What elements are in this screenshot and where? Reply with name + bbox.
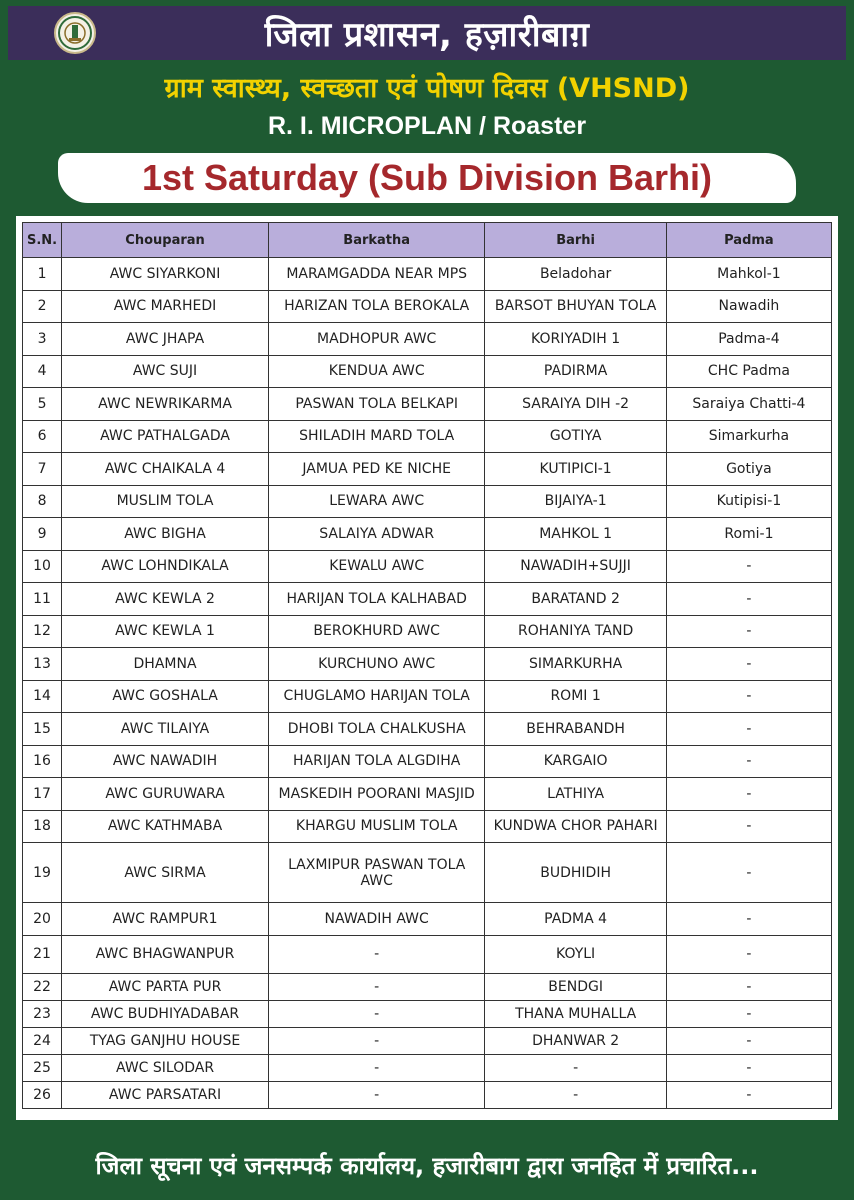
table-cell: Saraiya Chatti-4 [666, 388, 831, 421]
table-row [23, 323, 832, 356]
table-cell: - [666, 1081, 831, 1108]
table-cell: 25 [23, 1054, 62, 1081]
table-cell: AWC BIGHA [62, 518, 269, 551]
table-cell: DHANWAR 2 [485, 1027, 666, 1054]
table-row [23, 583, 832, 616]
table-cell: Kutipisi-1 [666, 485, 831, 518]
table-cell: - [666, 648, 831, 681]
table-cell: AWC CHAIKALA 4 [62, 453, 269, 486]
table-cell: 22 [23, 973, 62, 1000]
table-cell: AWC NAWADIH [62, 745, 269, 778]
table-cell: CHUGLAMO HARIJAN TOLA [268, 680, 484, 713]
table-cell: NAWADIH AWC [268, 903, 484, 936]
table-cell: HARIJAN TOLA ALGDIHA [268, 745, 484, 778]
table-cell: - [268, 973, 484, 1000]
subtitle-hindi: ग्राम स्वास्थ्य, स्वच्छता एवं पोषण दिवस (VHSND) [164, 73, 690, 104]
table-row [23, 745, 832, 778]
table-cell: 10 [23, 550, 62, 583]
table-cell: HARIJAN TOLA KALHABAD [268, 583, 484, 616]
table-cell: 12 [23, 615, 62, 648]
table-cell: LATHIYA [485, 778, 666, 811]
header-barhi: Barhi [485, 223, 666, 258]
table-cell: - [666, 1027, 831, 1054]
table-cell: ROHANIYA TAND [485, 615, 666, 648]
header-chouparan: Chouparan [62, 223, 269, 258]
table-row [23, 1027, 832, 1054]
table-cell: KOYLI [485, 935, 666, 973]
table-cell: AWC SILODAR [62, 1054, 269, 1081]
title-bar [8, 6, 846, 60]
table-cell: 2 [23, 290, 62, 323]
table-cell: - [666, 680, 831, 713]
table-cell: SHILADIH MARD TOLA [268, 420, 484, 453]
table-cell: - [666, 843, 831, 903]
microplan-table-container [16, 216, 838, 1120]
table-row [23, 648, 832, 681]
table-cell: AWC GURUWARA [62, 778, 269, 811]
table-row [23, 810, 832, 843]
table-cell: 21 [23, 935, 62, 973]
table-cell: - [666, 745, 831, 778]
table-cell: - [666, 903, 831, 936]
table-row [23, 903, 832, 936]
table-cell: MUSLIM TOLA [62, 485, 269, 518]
table-cell: KENDUA AWC [268, 355, 484, 388]
table-row [23, 1054, 832, 1081]
table-cell: 16 [23, 745, 62, 778]
table-cell: 24 [23, 1027, 62, 1054]
table-cell: 5 [23, 388, 62, 421]
table-cell: 23 [23, 1000, 62, 1027]
table-cell: AWC PARSATARI [62, 1081, 269, 1108]
table-cell: KUNDWA CHOR PAHARI [485, 810, 666, 843]
table-cell: DHOBI TOLA CHALKUSHA [268, 713, 484, 746]
table-cell: KURCHUNO AWC [268, 648, 484, 681]
table-cell: AWC GOSHALA [62, 680, 269, 713]
table-cell: AWC JHAPA [62, 323, 269, 356]
table-cell: AWC SUJI [62, 355, 269, 388]
table-cell: Mahkol-1 [666, 258, 831, 291]
table-cell: AWC KATHMABA [62, 810, 269, 843]
header-padma: Padma [666, 223, 831, 258]
table-cell: LAXMIPUR PASWAN TOLA AWC [268, 843, 484, 903]
table-cell: KORIYADIH 1 [485, 323, 666, 356]
table-cell: ROMI 1 [485, 680, 666, 713]
table-cell: AWC RAMPUR1 [62, 903, 269, 936]
table-cell: 4 [23, 355, 62, 388]
table-cell: MAHKOL 1 [485, 518, 666, 551]
table-row [23, 258, 832, 291]
table-cell: - [268, 1027, 484, 1054]
table-cell: AWC BHAGWANPUR [62, 935, 269, 973]
table-cell: Gotiya [666, 453, 831, 486]
schedule-banner [58, 153, 796, 203]
table-row [23, 843, 832, 903]
page-title: जिला प्रशासन, हज़ारीबाग़ [264, 15, 590, 55]
table-cell: - [666, 550, 831, 583]
table-cell: MADHOPUR AWC [268, 323, 484, 356]
table-cell: - [666, 778, 831, 811]
table-cell: KUTIPICI-1 [485, 453, 666, 486]
banner-text: 1st Saturday (Sub Division Barhi) [141, 157, 713, 198]
table-cell: Romi-1 [666, 518, 831, 551]
table-row [23, 778, 832, 811]
header-sn: S.N. [23, 223, 62, 258]
table-cell: AWC SIYARKONI [62, 258, 269, 291]
footer [0, 1130, 854, 1200]
table-row [23, 615, 832, 648]
table-row [23, 1000, 832, 1027]
table-row [23, 290, 832, 323]
table-cell: - [666, 713, 831, 746]
table-cell: - [268, 1054, 484, 1081]
table-cell: 11 [23, 583, 62, 616]
table-cell: AWC LOHNDIKALA [62, 550, 269, 583]
table-cell: 19 [23, 843, 62, 903]
table-cell: AWC PARTA PUR [62, 973, 269, 1000]
table-header-row [23, 223, 832, 258]
table-cell: AWC KEWLA 1 [62, 615, 269, 648]
table-cell: 6 [23, 420, 62, 453]
table-row [23, 550, 832, 583]
table-row [23, 485, 832, 518]
table-cell: MASKEDIH POORANI MASJID [268, 778, 484, 811]
table-cell: KHARGU MUSLIM TOLA [268, 810, 484, 843]
table-cell: AWC MARHEDI [62, 290, 269, 323]
table-cell: 8 [23, 485, 62, 518]
table-cell: AWC NEWRIKARMA [62, 388, 269, 421]
table-cell: AWC SIRMA [62, 843, 269, 903]
table-cell: 18 [23, 810, 62, 843]
table-row [23, 973, 832, 1000]
table-cell: SALAIYA ADWAR [268, 518, 484, 551]
table-cell: LEWARA AWC [268, 485, 484, 518]
table-cell: - [666, 583, 831, 616]
table-row [23, 453, 832, 486]
table-cell: - [666, 810, 831, 843]
table-cell: AWC TILAIYA [62, 713, 269, 746]
table-cell: AWC PATHALGADA [62, 420, 269, 453]
table-cell: 17 [23, 778, 62, 811]
table-cell: - [666, 973, 831, 1000]
table-cell: SARAIYA DIH -2 [485, 388, 666, 421]
table-cell: JAMUA PED KE NICHE [268, 453, 484, 486]
table-cell: BARSOT BHUYAN TOLA [485, 290, 666, 323]
state-emblem-icon [54, 12, 96, 54]
table-cell: BARATAND 2 [485, 583, 666, 616]
table-body [23, 258, 832, 1109]
header-barkatha: Barkatha [268, 223, 484, 258]
table-cell: Simarkurha [666, 420, 831, 453]
table-cell: BENDGI [485, 973, 666, 1000]
table-cell: BEROKHURD AWC [268, 615, 484, 648]
table-cell: - [268, 1000, 484, 1027]
table-cell: 26 [23, 1081, 62, 1108]
table-cell: SIMARKURHA [485, 648, 666, 681]
table-cell: BEHRABANDH [485, 713, 666, 746]
table-cell: AWC BUDHIYADABAR [62, 1000, 269, 1027]
table-cell: CHC Padma [666, 355, 831, 388]
table-cell: - [485, 1054, 666, 1081]
table-row [23, 355, 832, 388]
footer-text: जिला सूचना एवं जनसम्पर्क कार्यालय, हजारीबाग द्वारा जनहित में प्रचारित... [95, 1151, 759, 1180]
table-cell: - [666, 935, 831, 973]
table-cell: BIJAIYA-1 [485, 485, 666, 518]
table-cell: DHAMNA [62, 648, 269, 681]
table-cell: PASWAN TOLA BELKAPI [268, 388, 484, 421]
table-cell: 3 [23, 323, 62, 356]
table-cell: KEWALU AWC [268, 550, 484, 583]
table-cell: 13 [23, 648, 62, 681]
table-cell: Beladohar [485, 258, 666, 291]
table-row [23, 935, 832, 973]
table-cell: - [666, 1000, 831, 1027]
table-row [23, 518, 832, 551]
table-cell: MARAMGADDA NEAR MPS [268, 258, 484, 291]
table-cell: - [268, 1081, 484, 1108]
table-cell: 7 [23, 453, 62, 486]
table-cell: - [485, 1081, 666, 1108]
table-row [23, 680, 832, 713]
table-cell: Padma-4 [666, 323, 831, 356]
table-cell: 1 [23, 258, 62, 291]
table-cell: GOTIYA [485, 420, 666, 453]
table-cell: 15 [23, 713, 62, 746]
table-cell: TYAG GANJHU HOUSE [62, 1027, 269, 1054]
table-cell: 14 [23, 680, 62, 713]
table-cell: - [268, 935, 484, 973]
table-cell: THANA MUHALLA [485, 1000, 666, 1027]
table-cell: - [666, 615, 831, 648]
table-cell: PADIRMA [485, 355, 666, 388]
table-cell: BUDHIDIH [485, 843, 666, 903]
table-cell: NAWADIH+SUJJI [485, 550, 666, 583]
table-cell: AWC KEWLA 2 [62, 583, 269, 616]
table-row [23, 713, 832, 746]
table-cell: 20 [23, 903, 62, 936]
table-row [23, 388, 832, 421]
table-cell: - [666, 1054, 831, 1081]
table-cell: PADMA 4 [485, 903, 666, 936]
table-row [23, 1081, 832, 1108]
table-row [23, 420, 832, 453]
table-cell: Nawadih [666, 290, 831, 323]
subtitle-english: R. I. MICROPLAN / Roaster [267, 112, 587, 140]
table-cell: KARGAIO [485, 745, 666, 778]
table-cell: 9 [23, 518, 62, 551]
microplan-table [22, 222, 832, 1109]
table-cell: HARIZAN TOLA BEROKALA [268, 290, 484, 323]
